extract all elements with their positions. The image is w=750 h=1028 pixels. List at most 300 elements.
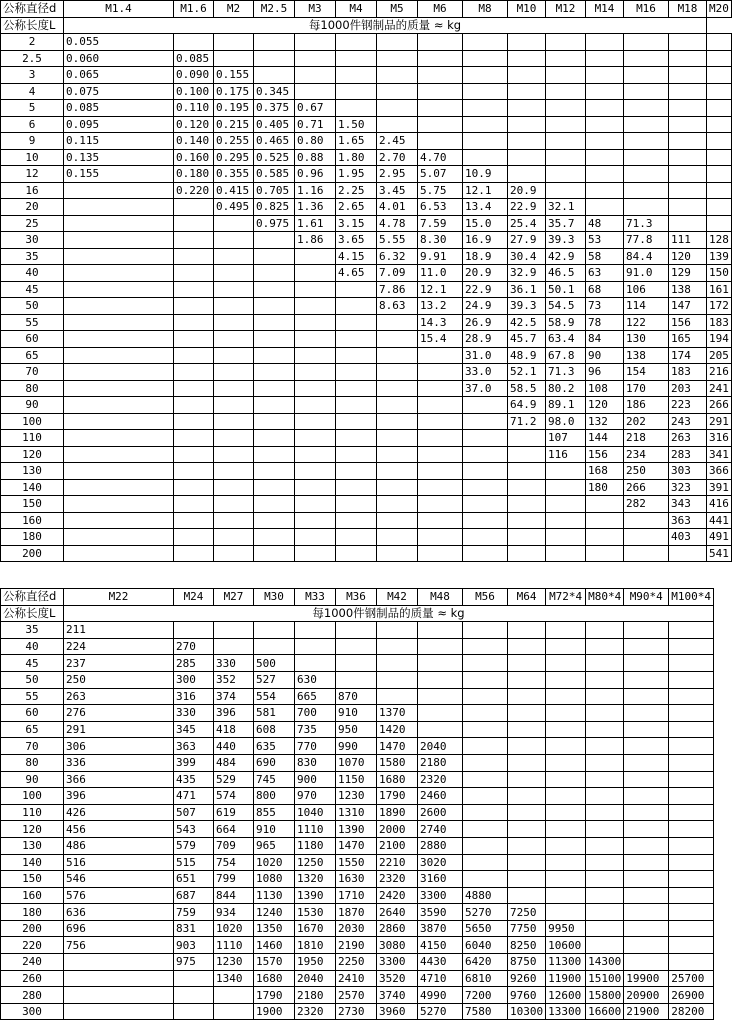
mass-cell: 8750 bbox=[508, 954, 546, 971]
mass-cell: 0.345 bbox=[254, 83, 295, 100]
mass-cell bbox=[418, 446, 463, 463]
mass-cell bbox=[546, 871, 586, 888]
mass-cell bbox=[64, 529, 174, 546]
mass-cell bbox=[669, 688, 714, 705]
mass-cell: 165 bbox=[669, 331, 707, 348]
mass-cell bbox=[64, 970, 174, 987]
mass-cell bbox=[418, 83, 463, 100]
mass-cell bbox=[254, 298, 295, 315]
mass-cell bbox=[418, 463, 463, 480]
mass-cell bbox=[295, 446, 336, 463]
mass-cell: 2040 bbox=[295, 970, 336, 987]
mass-cell: 10300 bbox=[508, 1003, 546, 1020]
mass-cell bbox=[418, 688, 463, 705]
mass-cell bbox=[624, 50, 669, 67]
mass-cell: 440 bbox=[214, 738, 254, 755]
mass-cell bbox=[669, 837, 714, 854]
mass-cell: 30.4 bbox=[508, 248, 546, 265]
mass-cell: 98.0 bbox=[546, 413, 586, 430]
mass-cell: 1570 bbox=[254, 954, 295, 971]
mass-cell bbox=[463, 149, 508, 166]
length-label: 公称长度L bbox=[1, 17, 64, 34]
mass-cell: 651 bbox=[174, 871, 214, 888]
mass-cell bbox=[508, 496, 546, 513]
mass-cell bbox=[377, 496, 418, 513]
mass-cell bbox=[624, 133, 669, 150]
mass-cell bbox=[418, 397, 463, 414]
mass-cell bbox=[463, 622, 508, 639]
mass-cell bbox=[669, 721, 714, 738]
mass-cell bbox=[254, 347, 295, 364]
mass-cell bbox=[508, 788, 546, 805]
mass-cell bbox=[64, 281, 174, 298]
caption-row bbox=[1, 605, 714, 622]
length-cell: 35 bbox=[1, 248, 64, 265]
mass-cell: 581 bbox=[254, 705, 295, 722]
mass-cell bbox=[377, 655, 418, 672]
mass-cell: 45.7 bbox=[508, 331, 546, 348]
mass-cell: 0.085 bbox=[174, 50, 214, 67]
table-row bbox=[1, 364, 732, 381]
mass-cell: 690 bbox=[254, 754, 295, 771]
mass-cell: 10600 bbox=[546, 937, 586, 954]
caption-row bbox=[1, 17, 732, 34]
mass-cell bbox=[214, 512, 254, 529]
mass-cell bbox=[336, 34, 377, 51]
mass-cell: 1.80 bbox=[336, 149, 377, 166]
mass-cell bbox=[508, 446, 546, 463]
mass-cell bbox=[295, 655, 336, 672]
mass-cell: 58.5 bbox=[508, 380, 546, 397]
length-cell: 70 bbox=[1, 738, 64, 755]
mass-cell: 4990 bbox=[418, 987, 463, 1004]
mass-cell: 1390 bbox=[336, 821, 377, 838]
table-row bbox=[1, 920, 714, 937]
table-row bbox=[1, 987, 714, 1004]
mass-cell bbox=[418, 364, 463, 381]
mass-cell: 4.70 bbox=[418, 149, 463, 166]
mass-cell: 168 bbox=[586, 463, 624, 480]
mass-cell: 2600 bbox=[418, 804, 463, 821]
mass-cell: 543 bbox=[174, 821, 214, 838]
mass-cell: 172 bbox=[707, 298, 732, 315]
mass-cell: 6420 bbox=[463, 954, 508, 971]
mass-cell: 20900 bbox=[624, 987, 669, 1004]
diameter-header: M100*4 bbox=[669, 589, 714, 606]
mass-cell: 770 bbox=[295, 738, 336, 755]
length-cell: 10 bbox=[1, 149, 64, 166]
mass-cell bbox=[586, 182, 624, 199]
mass-cell: 1.16 bbox=[295, 182, 336, 199]
mass-cell: 13.2 bbox=[418, 298, 463, 315]
mass-cell bbox=[669, 83, 707, 100]
mass-cell bbox=[336, 397, 377, 414]
table-row bbox=[1, 904, 714, 921]
mass-cell: 1790 bbox=[254, 987, 295, 1004]
mass-cell: 114 bbox=[624, 298, 669, 315]
mass-cell bbox=[508, 771, 546, 788]
table-row bbox=[1, 83, 732, 100]
mass-cell: 0.135 bbox=[64, 149, 174, 166]
table-row bbox=[1, 166, 732, 183]
header-row bbox=[1, 589, 714, 606]
mass-cell: 5.75 bbox=[418, 182, 463, 199]
mass-cell: 120 bbox=[586, 397, 624, 414]
mass-cell: 516 bbox=[64, 854, 174, 871]
table-row bbox=[1, 671, 714, 688]
mass-cell: 1110 bbox=[214, 937, 254, 954]
length-cell: 90 bbox=[1, 771, 64, 788]
mass-cell: 1.65 bbox=[336, 133, 377, 150]
mass-cell bbox=[336, 380, 377, 397]
mass-cell: 13.4 bbox=[463, 199, 508, 216]
mass-cell bbox=[295, 430, 336, 447]
table-row bbox=[1, 937, 714, 954]
mass-cell: 0.155 bbox=[214, 67, 254, 84]
mass-cell: 3080 bbox=[377, 937, 418, 954]
mass-cell: 2640 bbox=[377, 904, 418, 921]
mass-cell bbox=[546, 100, 586, 117]
mass-cell bbox=[508, 50, 546, 67]
mass-cell bbox=[463, 413, 508, 430]
mass-cell: 250 bbox=[64, 671, 174, 688]
mass-cell bbox=[624, 67, 669, 84]
mass-cell bbox=[174, 215, 214, 232]
mass-cell bbox=[295, 281, 336, 298]
mass-cell: 285 bbox=[174, 655, 214, 672]
mass-cell: 36.1 bbox=[508, 281, 546, 298]
mass-cell: 759 bbox=[174, 904, 214, 921]
table-row bbox=[1, 512, 732, 529]
length-cell: 30 bbox=[1, 232, 64, 249]
mass-cell bbox=[295, 314, 336, 331]
table-row bbox=[1, 314, 732, 331]
mass-cell bbox=[463, 67, 508, 84]
mass-cell bbox=[254, 413, 295, 430]
mass-cell: 64.9 bbox=[508, 397, 546, 414]
mass-cell bbox=[586, 738, 624, 755]
mass-cell bbox=[624, 166, 669, 183]
mass-cell: 28.9 bbox=[463, 331, 508, 348]
mass-cell bbox=[669, 920, 714, 937]
mass-cell bbox=[418, 496, 463, 513]
mass-cell bbox=[669, 50, 707, 67]
mass-cell bbox=[546, 545, 586, 562]
mass-cell bbox=[463, 446, 508, 463]
mass-cell bbox=[418, 545, 463, 562]
mass-cell: 975 bbox=[174, 954, 214, 971]
mass-cell: 0.525 bbox=[254, 149, 295, 166]
length-cell: 45 bbox=[1, 655, 64, 672]
mass-cell: 25.4 bbox=[508, 215, 546, 232]
diameter-header: M6 bbox=[418, 1, 463, 18]
length-cell: 2.5 bbox=[1, 50, 64, 67]
mass-cell bbox=[669, 199, 707, 216]
table-row bbox=[1, 970, 714, 987]
mass-cell: 14.3 bbox=[418, 314, 463, 331]
mass-cell: 266 bbox=[707, 397, 732, 414]
mass-cell bbox=[624, 754, 669, 771]
mass-cell: 147 bbox=[669, 298, 707, 315]
mass-cell bbox=[586, 754, 624, 771]
mass-cell bbox=[508, 116, 546, 133]
length-cell: 160 bbox=[1, 887, 64, 904]
mass-cell: 0.140 bbox=[174, 133, 214, 150]
mass-cell bbox=[174, 496, 214, 513]
mass-cell: 366 bbox=[64, 771, 174, 788]
mass-cell: 0.415 bbox=[214, 182, 254, 199]
mass-cell: 21900 bbox=[624, 1003, 669, 1020]
mass-cell bbox=[508, 463, 546, 480]
mass-cell bbox=[586, 67, 624, 84]
mass-cell bbox=[254, 364, 295, 381]
mass-cell bbox=[669, 34, 707, 51]
mass-cell: 3.15 bbox=[336, 215, 377, 232]
mass-cell: 9.91 bbox=[418, 248, 463, 265]
mass-cell bbox=[295, 67, 336, 84]
length-cell: 110 bbox=[1, 430, 64, 447]
mass-cell bbox=[295, 545, 336, 562]
mass-cell bbox=[463, 496, 508, 513]
mass-cell: 1020 bbox=[254, 854, 295, 871]
table-row bbox=[1, 199, 732, 216]
mass-cell bbox=[254, 314, 295, 331]
mass-cell bbox=[214, 529, 254, 546]
mass-cell bbox=[377, 100, 418, 117]
mass-cell: 0.405 bbox=[254, 116, 295, 133]
table-row bbox=[1, 738, 714, 755]
mass-cell: 486 bbox=[64, 837, 174, 854]
mass-cell bbox=[586, 133, 624, 150]
mass-cell bbox=[463, 688, 508, 705]
mass-cell: 48.9 bbox=[508, 347, 546, 364]
mass-cell: 84.4 bbox=[624, 248, 669, 265]
diameter-header: M1.6 bbox=[174, 1, 214, 18]
mass-cell: 0.705 bbox=[254, 182, 295, 199]
mass-cell bbox=[214, 430, 254, 447]
mass-cell: 665 bbox=[295, 688, 336, 705]
mass-cell bbox=[254, 463, 295, 480]
mass-cell: 144 bbox=[586, 430, 624, 447]
diameter-header: M56 bbox=[463, 589, 508, 606]
mass-cell bbox=[174, 545, 214, 562]
mass-cell: 426 bbox=[64, 804, 174, 821]
mass-cell: 13300 bbox=[546, 1003, 586, 1020]
mass-cell: 0.71 bbox=[295, 116, 336, 133]
mass-cell: 205 bbox=[707, 347, 732, 364]
mass-cell: 174 bbox=[669, 347, 707, 364]
table-row bbox=[1, 380, 732, 397]
mass-cell: 1.50 bbox=[336, 116, 377, 133]
mass-cell: 2.65 bbox=[336, 199, 377, 216]
diameter-header: M8 bbox=[463, 1, 508, 18]
mass-cell bbox=[546, 837, 586, 854]
mass-cell: 26.9 bbox=[463, 314, 508, 331]
mass-cell: 491 bbox=[707, 529, 732, 546]
mass-cell bbox=[174, 413, 214, 430]
mass-cell bbox=[214, 314, 254, 331]
mass-cell bbox=[624, 771, 669, 788]
mass-cell: 1630 bbox=[336, 871, 377, 888]
mass-cell bbox=[707, 116, 732, 133]
mass-cell bbox=[586, 34, 624, 51]
table-row bbox=[1, 887, 714, 904]
mass-cell bbox=[336, 463, 377, 480]
table-row bbox=[1, 413, 732, 430]
mass-cell bbox=[546, 821, 586, 838]
length-cell: 65 bbox=[1, 721, 64, 738]
mass-cell: 441 bbox=[707, 512, 732, 529]
table-row bbox=[1, 1003, 714, 1020]
mass-cell bbox=[295, 496, 336, 513]
length-cell: 280 bbox=[1, 987, 64, 1004]
mass-cell: 970 bbox=[295, 788, 336, 805]
mass-cell: 1460 bbox=[254, 937, 295, 954]
mass-cell: 1150 bbox=[336, 771, 377, 788]
length-cell: 70 bbox=[1, 364, 64, 381]
mass-cell bbox=[336, 83, 377, 100]
mass-cell bbox=[624, 34, 669, 51]
mass-cell: 0.465 bbox=[254, 133, 295, 150]
mass-cell bbox=[669, 638, 714, 655]
mass-cell bbox=[418, 430, 463, 447]
mass-cell bbox=[336, 331, 377, 348]
mass-cell bbox=[336, 67, 377, 84]
mass-cell: 416 bbox=[707, 496, 732, 513]
mass-cell bbox=[707, 215, 732, 232]
mass-cell bbox=[508, 430, 546, 447]
mass-cell bbox=[64, 463, 174, 480]
mass-cell bbox=[669, 671, 714, 688]
mass-cell bbox=[546, 182, 586, 199]
mass-cell: 2.70 bbox=[377, 149, 418, 166]
mass-cell: 211 bbox=[64, 622, 174, 639]
length-cell: 150 bbox=[1, 496, 64, 513]
mass-cell: 33.0 bbox=[463, 364, 508, 381]
mass-cell: 1670 bbox=[295, 920, 336, 937]
mass-cell bbox=[174, 463, 214, 480]
mass-cell: 7.09 bbox=[377, 265, 418, 282]
mass-cell bbox=[377, 671, 418, 688]
mass-cell bbox=[508, 754, 546, 771]
mass-cell bbox=[586, 100, 624, 117]
mass-cell bbox=[295, 380, 336, 397]
diameter-header: M2 bbox=[214, 1, 254, 18]
mass-cell: 39.3 bbox=[508, 298, 546, 315]
mass-cell: 68 bbox=[586, 281, 624, 298]
mass-cell: 216 bbox=[707, 364, 732, 381]
mass-cell: 1320 bbox=[295, 871, 336, 888]
mass-cell: 500 bbox=[254, 655, 295, 672]
length-cell: 120 bbox=[1, 446, 64, 463]
mass-cell bbox=[214, 364, 254, 381]
mass-cell bbox=[508, 837, 546, 854]
mass-cell bbox=[295, 83, 336, 100]
mass-cell: 37.0 bbox=[463, 380, 508, 397]
mass-cell bbox=[508, 821, 546, 838]
mass-cell: 15.4 bbox=[418, 331, 463, 348]
mass-cell bbox=[624, 887, 669, 904]
mass-cell bbox=[586, 821, 624, 838]
mass-cell: 96 bbox=[586, 364, 624, 381]
mass-cell: 106 bbox=[624, 281, 669, 298]
mass-cell bbox=[707, 199, 732, 216]
mass-cell: 343 bbox=[669, 496, 707, 513]
mass-cell: 1310 bbox=[336, 804, 377, 821]
mass-cell: 903 bbox=[174, 937, 214, 954]
mass-cell: 1900 bbox=[254, 1003, 295, 1020]
mass-cell bbox=[336, 100, 377, 117]
table-row bbox=[1, 149, 732, 166]
mass-cell bbox=[254, 496, 295, 513]
mass-cell bbox=[214, 463, 254, 480]
mass-cell bbox=[174, 314, 214, 331]
mass-cell: 3020 bbox=[418, 854, 463, 871]
mass-cell: 11300 bbox=[546, 954, 586, 971]
mass-cell bbox=[508, 688, 546, 705]
mass-cell bbox=[418, 347, 463, 364]
length-cell: 40 bbox=[1, 638, 64, 655]
mass-cell bbox=[546, 622, 586, 639]
mass-cell bbox=[214, 265, 254, 282]
mass-cell: 116 bbox=[546, 446, 586, 463]
mass-cell: 323 bbox=[669, 479, 707, 496]
mass-cell: 22.9 bbox=[463, 281, 508, 298]
diameter-header: M80*4 bbox=[586, 589, 624, 606]
mass-cell bbox=[586, 904, 624, 921]
mass-cell bbox=[254, 331, 295, 348]
mass-cell bbox=[463, 705, 508, 722]
mass-cell: 527 bbox=[254, 671, 295, 688]
mass-cell bbox=[174, 232, 214, 249]
table-row bbox=[1, 854, 714, 871]
mass-cell bbox=[463, 738, 508, 755]
mass-cell bbox=[624, 638, 669, 655]
mass-cell bbox=[214, 50, 254, 67]
mass-cell bbox=[377, 34, 418, 51]
length-cell: 25 bbox=[1, 215, 64, 232]
mass-cell: 132 bbox=[586, 413, 624, 430]
mass-cell: 194 bbox=[707, 331, 732, 348]
mass-cell: 5.55 bbox=[377, 232, 418, 249]
mass-cell bbox=[64, 182, 174, 199]
diameter-header: M33 bbox=[295, 589, 336, 606]
mass-cell: 950 bbox=[336, 721, 377, 738]
mass-cell bbox=[254, 512, 295, 529]
mass-cell: 270 bbox=[174, 638, 214, 655]
mass-cell bbox=[336, 347, 377, 364]
mass-cell bbox=[463, 133, 508, 150]
mass-cell: 1240 bbox=[254, 904, 295, 921]
mass-cell: 1470 bbox=[336, 837, 377, 854]
mass-cell bbox=[295, 265, 336, 282]
mass-cell: 4880 bbox=[463, 887, 508, 904]
mass-cell: 170 bbox=[624, 380, 669, 397]
table-row bbox=[1, 771, 714, 788]
mass-cell bbox=[508, 887, 546, 904]
mass-cell bbox=[508, 67, 546, 84]
mass-cell bbox=[707, 83, 732, 100]
mass-cell bbox=[295, 622, 336, 639]
length-cell: 120 bbox=[1, 821, 64, 838]
mass-cell bbox=[295, 512, 336, 529]
mass-cell bbox=[624, 705, 669, 722]
mass-cell: 107 bbox=[546, 430, 586, 447]
mass-cell: 579 bbox=[174, 837, 214, 854]
mass-cell: 336 bbox=[64, 754, 174, 771]
mass-cell bbox=[214, 232, 254, 249]
mass-cell bbox=[546, 67, 586, 84]
